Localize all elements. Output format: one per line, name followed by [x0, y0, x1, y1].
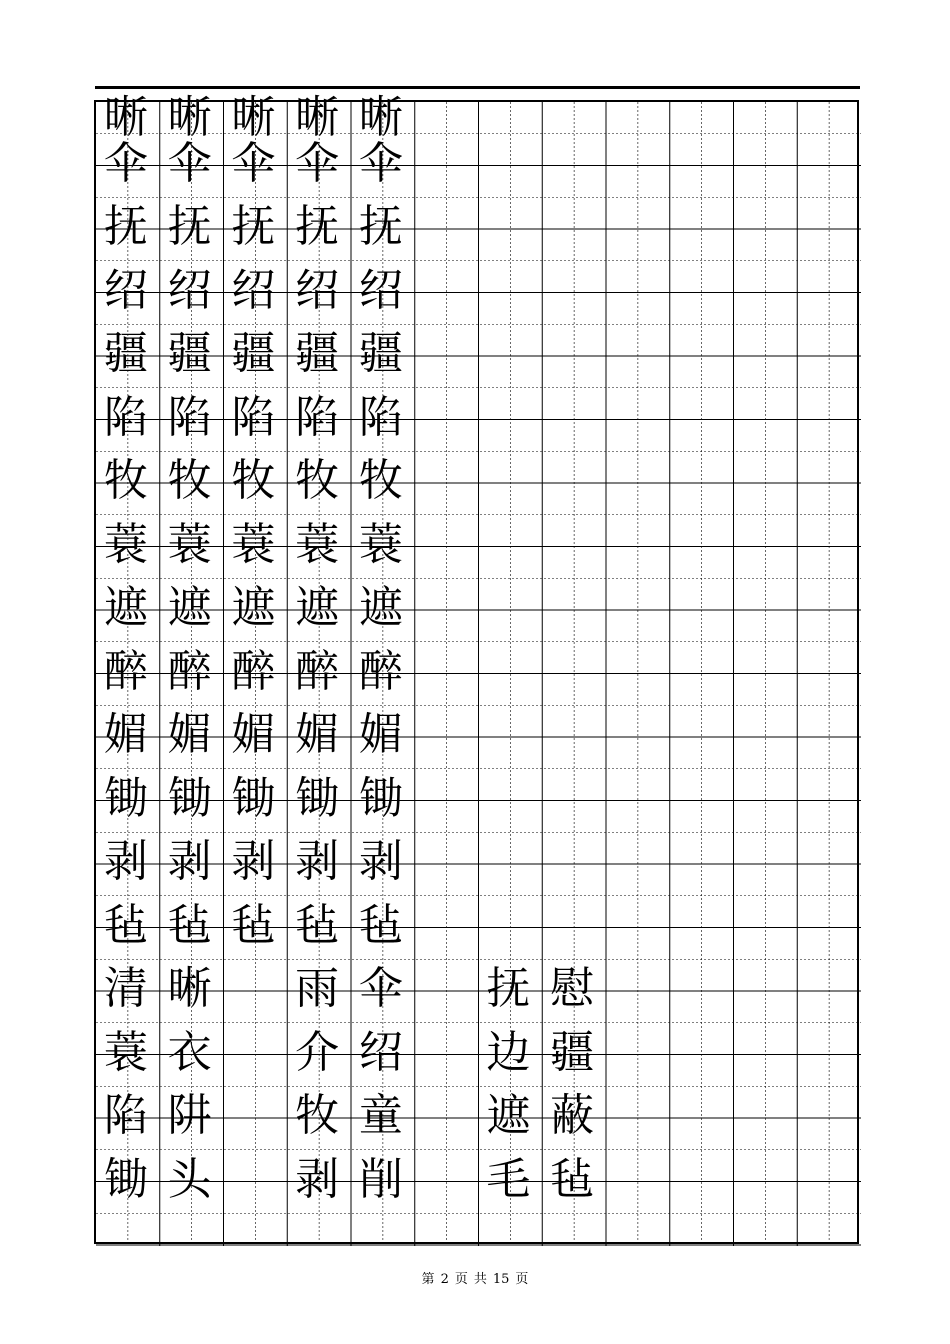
practice-char: 蓑 [295, 518, 340, 570]
practice-row [94, 132, 859, 196]
practice-char: 晰 [167, 91, 212, 143]
practice-char: 疆 [295, 328, 340, 380]
word-char: 遮 [486, 1090, 531, 1142]
practice-char: 蓑 [358, 518, 403, 570]
practice-char: 陷 [167, 391, 212, 443]
practice-char: 疆 [103, 328, 148, 380]
practice-char: 遮 [231, 582, 276, 634]
practice-char: 抚 [231, 201, 276, 253]
word-char: 疆 [550, 1026, 595, 1078]
practice-char: 遮 [167, 582, 212, 634]
word-char: 绍 [358, 1026, 403, 1078]
practice-char: 陷 [231, 391, 276, 443]
footer-page-word: 页 [454, 1272, 468, 1287]
practice-char: 抚 [295, 201, 340, 253]
word-char: 蓑 [103, 1026, 148, 1078]
word-row [94, 1085, 859, 1149]
practice-char: 晰 [103, 91, 148, 143]
word-char: 雨 [295, 963, 340, 1015]
word-char: 晰 [167, 963, 212, 1015]
practice-char: 疆 [167, 328, 212, 380]
practice-char: 晰 [295, 91, 340, 143]
practice-char: 牧 [358, 455, 403, 507]
word-char: 童 [358, 1090, 403, 1142]
practice-char: 抚 [103, 201, 148, 253]
word-char: 削 [358, 1153, 403, 1205]
practice-char: 剥 [358, 836, 403, 888]
footer-prefix: 第 [421, 1272, 435, 1287]
practice-char: 牧 [231, 455, 276, 507]
practice-char: 剥 [167, 836, 212, 888]
word-char: 陷 [103, 1090, 148, 1142]
practice-char: 锄 [358, 772, 403, 824]
practice-char: 毡 [167, 899, 212, 951]
practice-char: 锄 [167, 772, 212, 824]
practice-row [94, 450, 859, 514]
practice-char: 陷 [358, 391, 403, 443]
practice-char: 晰 [358, 91, 403, 143]
word-char: 伞 [358, 963, 403, 1015]
practice-char: 毡 [231, 899, 276, 951]
practice-char: 毡 [295, 899, 340, 951]
word-char: 阱 [167, 1090, 212, 1142]
practice-char: 伞 [103, 137, 148, 189]
practice-char: 醉 [231, 645, 276, 697]
practice-row [94, 767, 859, 831]
practice-char: 媚 [295, 709, 340, 761]
practice-char: 遮 [103, 582, 148, 634]
word-char: 牧 [295, 1090, 340, 1142]
practice-char: 蓑 [103, 518, 148, 570]
practice-row [94, 894, 859, 958]
practice-char: 绍 [231, 264, 276, 316]
practice-char: 毡 [103, 899, 148, 951]
word-char: 毡 [550, 1153, 595, 1205]
practice-char: 绍 [103, 264, 148, 316]
practice-char: 绍 [295, 264, 340, 316]
practice-char: 晰 [231, 91, 276, 143]
practice-char: 牧 [167, 455, 212, 507]
footer-total-pages: 15 [492, 1272, 510, 1287]
practice-char: 媚 [231, 709, 276, 761]
word-char: 清 [103, 963, 148, 1015]
practice-char: 疆 [358, 328, 403, 380]
practice-char: 剥 [103, 836, 148, 888]
word-row [94, 1021, 859, 1085]
footer-suffix: 页 [515, 1272, 529, 1287]
practice-char: 牧 [103, 455, 148, 507]
word-char: 剥 [295, 1153, 340, 1205]
word-char: 边 [486, 1026, 531, 1078]
word-char: 抚 [486, 963, 531, 1015]
practice-row [94, 259, 859, 323]
practice-row [94, 577, 859, 641]
word-char: 慰 [550, 963, 595, 1015]
practice-char: 媚 [103, 709, 148, 761]
practice-char: 剥 [231, 836, 276, 888]
word-char: 介 [295, 1026, 340, 1078]
practice-char: 醉 [295, 645, 340, 697]
practice-char: 伞 [167, 137, 212, 189]
practice-char: 剥 [295, 836, 340, 888]
practice-sheet [94, 91, 859, 1244]
practice-char: 遮 [295, 582, 340, 634]
footer-page-number: 2 [440, 1272, 449, 1287]
practice-row [94, 513, 859, 577]
practice-char: 醉 [103, 645, 148, 697]
practice-row [94, 386, 859, 450]
practice-row [94, 640, 859, 704]
practice-char: 绍 [167, 264, 212, 316]
practice-char: 陷 [295, 391, 340, 443]
word-row [94, 1148, 859, 1212]
practice-char: 锄 [295, 772, 340, 824]
footer-total-word: 共 [473, 1272, 487, 1287]
word-char: 衣 [167, 1026, 212, 1078]
practice-char: 蓑 [167, 518, 212, 570]
word-char: 蔽 [550, 1090, 595, 1142]
practice-char: 伞 [295, 137, 340, 189]
word-row [94, 958, 859, 1022]
practice-char: 醉 [358, 645, 403, 697]
practice-char: 牧 [295, 455, 340, 507]
practice-char: 蓑 [231, 518, 276, 570]
practice-char: 疆 [231, 328, 276, 380]
practice-row [94, 831, 859, 895]
practice-row [94, 323, 859, 387]
practice-char: 媚 [358, 709, 403, 761]
practice-char: 锄 [231, 772, 276, 824]
practice-row [94, 704, 859, 768]
practice-row [94, 196, 859, 260]
practice-char: 锄 [103, 772, 148, 824]
practice-char: 伞 [231, 137, 276, 189]
practice-char: 抚 [167, 201, 212, 253]
word-char: 锄 [103, 1153, 148, 1205]
practice-char: 毡 [358, 899, 403, 951]
practice-char: 陷 [103, 391, 148, 443]
practice-char: 醉 [167, 645, 212, 697]
practice-char: 媚 [167, 709, 212, 761]
practice-char: 抚 [358, 201, 403, 253]
word-char: 毛 [486, 1153, 531, 1205]
page-footer [0, 1268, 950, 1287]
word-char: 头 [167, 1153, 212, 1205]
practice-char: 遮 [358, 582, 403, 634]
practice-char: 伞 [358, 137, 403, 189]
practice-char: 绍 [358, 264, 403, 316]
